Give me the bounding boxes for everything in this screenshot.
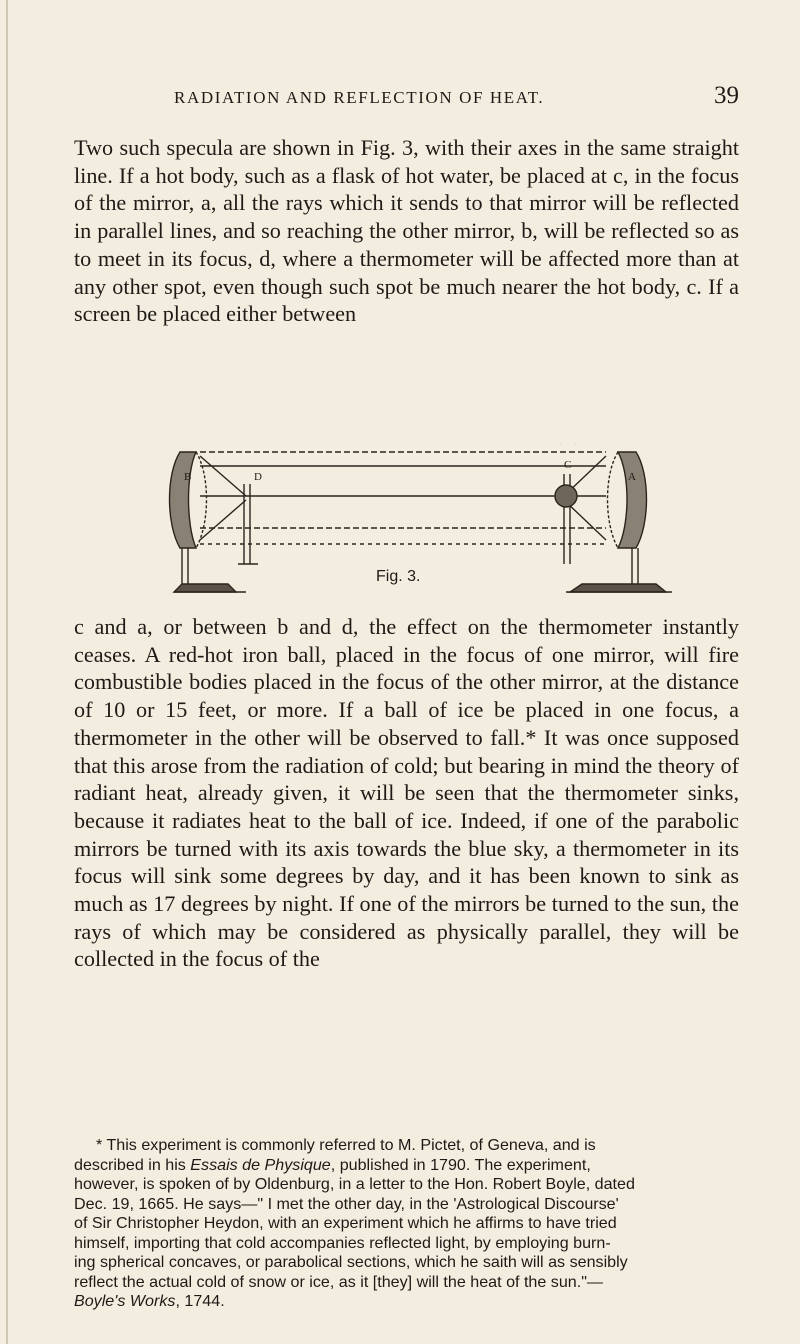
- footnote: [74, 1136, 739, 1312]
- footnote-line: reflect the actual cold of snow or ice, as it [they] will the heat of the sun."—: [74, 1272, 604, 1291]
- footnote-line: * This experiment is commonly referred to M. Pictet, of Geneva, and is: [96, 1136, 596, 1154]
- footnote-line: [74, 1156, 739, 1176]
- footnote-line: [74, 1292, 739, 1312]
- parabolic-mirrors-illustration: [166, 444, 688, 596]
- right-stand-base: [570, 584, 666, 592]
- label-d: D: [254, 471, 262, 483]
- paragraph-1: Two such specula are shown in Fig. 3, with their axes in the same straight line. If a hot body, such as a flask of hot water, be placed at c, in the focus of the mirror, a, all the rays which it sends to that mirror will be reflected in parallel lines, and so reaching the other mirror, b, will be reflected so as to meet in its focus, d, where a thermometer will be affected more than at any other spot, even though such spot be much nearer the hot body, c. If a screen be placed either between: [74, 135, 739, 327]
- label-c: C: [564, 459, 572, 471]
- page-number: 39: [714, 82, 739, 109]
- page-header: [74, 84, 739, 114]
- footnote-line: himself, importing that cold accompanies reflected light, by employing burn-: [74, 1233, 611, 1252]
- figure-caption: Fig. 3.: [376, 568, 421, 585]
- right-mirror-a: [618, 452, 647, 548]
- hot-flask: [555, 485, 577, 507]
- left-stand-base: [174, 584, 236, 592]
- footnote-text: , published in 1790. The experiment,: [330, 1155, 591, 1174]
- left-mirror-b: [170, 452, 197, 548]
- footnote-line: ing spherical concaves, or parabolical sections, which he saith will as sensibly: [74, 1253, 628, 1271]
- figure-3: [166, 444, 688, 596]
- footnote-text: described in his: [74, 1155, 191, 1174]
- footnote-text: , 1744.: [175, 1292, 225, 1310]
- book-title-boyle: Boyle's Works: [74, 1292, 176, 1310]
- footnote-line: however, is spoken of by Oldenburg, in a letter to the Hon. Robert Boyle, dated: [74, 1175, 635, 1193]
- paragraph-2: c and a, or between b and d, the effect on the thermometer instantly ceases. A red-hot iron ball, placed in the focus of one mirror, will fire combustible bodies placed in the focus of the other mirror, at the distance of 10 or 15 feet, or more. If a ball of ice be placed in one focus, a thermometer in the other will be observed to fall.* It was once supposed that this arose from the radiation of cold; but bearing in mind the theory of radiant heat, already given, it will be seen that the thermometer sinks, because it radiates heat to the ball of ice. Indeed, if one of the parabolic mirrors be turned with its axis towards the blue sky, a thermometer in its focus will sink some degrees by day, and it has been known to sink as much as 17 degrees by night. If one of the mirrors be turned to the sun, the rays of which may be considered as physically parallel, they will be collected in the focus of the: [74, 614, 739, 972]
- running-title: RADIATION AND REFLECTION OF HEAT.: [174, 88, 545, 107]
- footnote-line: Dec. 19, 1665. He says—" I met the other day, in the 'Astrological Discourse': [74, 1194, 619, 1213]
- page-edge-rule: [6, 0, 8, 1344]
- label-a: A: [628, 471, 636, 483]
- footnote-line: of Sir Christopher Heydon, with an experiment which he affirms to have tried: [74, 1214, 617, 1232]
- label-b: B: [184, 471, 192, 483]
- book-title-essais: Essais de Physique: [190, 1155, 331, 1174]
